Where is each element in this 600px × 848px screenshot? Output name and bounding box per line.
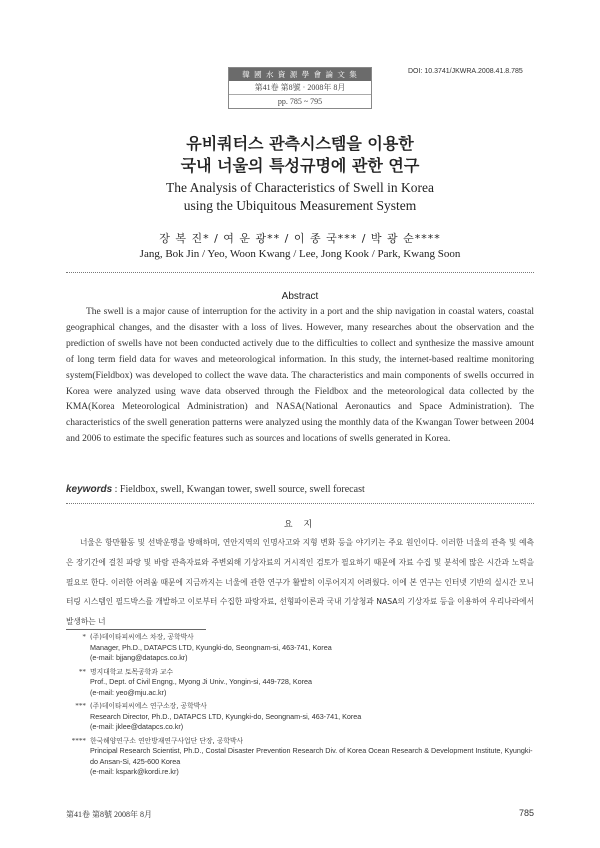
footnote-english: Principal Research Scientist, Ph.D., Costal Disaster Prevention Research Div. of Korea Ocean Research & Development Institute, Kyungki-do Ansan-Si, 425-600 Korea [90, 746, 533, 766]
abstract-heading: Abstract [281, 291, 319, 302]
page-number: 785 [518, 808, 534, 818]
footnote-3 [66, 701, 534, 733]
footnote-english: Research Director, Ph.D., DATAPCS LTD, Kyungki-do, Seongnam-si, 463-741, Korea [90, 711, 362, 721]
footnote-english: Manager, Ph.D., DATAPCS LTD, Kyungki-do, Seongnam-si, 463-741, Korea [90, 642, 332, 652]
footnote-email[interactable]: (e-mail: kspark@kordi.re.kr) [90, 767, 179, 776]
authors-korean: 장 복 진* / 여 운 광** / 이 종 국*** / 박 광 순**** [159, 232, 441, 245]
footnote-email[interactable]: (e-mail: jklee@datapcs.co.kr) [90, 722, 184, 731]
footnote-rule [66, 629, 206, 630]
footnote-4 [66, 736, 534, 778]
footnote-email[interactable]: (e-mail: bjjang@datapcs.co.kr) [90, 653, 188, 662]
footnote-korean: (주)데이타피씨에스 연구소장, 공학박사 [90, 702, 207, 710]
journal-volume-issue: 第41卷 第8號 · 2008年 8月 [229, 81, 371, 95]
footnote-korean: 한국해양연구소 연안방재연구사업단 단장, 공학박사 [90, 736, 244, 745]
footnote-mark: **** [71, 736, 86, 745]
footnote-english: Prof., Dept. of Civil Engng., Myong Ji Univ., Yongin-si, 449-728, Korea [90, 677, 312, 686]
title-english-line-1: The Analysis of Characteristics of Swell in Korea [165, 180, 435, 195]
journal-info-box [228, 67, 372, 109]
title-korean-line-2: 국내 너울의 특성규명에 관한 연구 [180, 156, 420, 175]
footnote-2 [66, 667, 534, 699]
divider-top [66, 272, 534, 273]
doi-link[interactable]: DOI: 10.3741/JKWRA.2008.41.8.785 [408, 68, 523, 75]
footnote-1 [66, 632, 534, 664]
keywords-line [66, 484, 534, 495]
title-english-line-2: using the Ubiquitous Measurement System [183, 198, 417, 213]
footnote-mark: *** [75, 702, 86, 710]
footnote-korean: 명지대학교 토목공학과 교수 [90, 667, 174, 676]
footer-issue: 第41卷 第8號 2008年 8月 [66, 810, 152, 819]
footnote-mark: * [82, 633, 86, 641]
footnote-mark: ** [78, 667, 86, 676]
summary-text: 너울은 항만활동 및 선박운행을 방해하며, 연안지역의 인명사고와 지형 변화 등을 야기키는 주요 원인이다. 이러한 너울의 관측 및 예측은 장기간에 걸친 파랑 및 바람 관측자료와 주변외해 기상자료의 거시적인 검토가 필요하기 때문에 자료 수집 및 분석에 많은 시간과 노력을 필요로 한다. 이러한 어려움 때문에 지금까지는 너울에 관한 연구가 활발히 이루어지지 어려웠다. 이에 본 연구는 인터넷 기반의 실시간 모니터링 시스템인 필드박스를 개발하고 이로부터 수집한 파랑자료, 선형파이론과 국내 기상청과 NASA의 기상자료 등을 이용하여 우리나라에서 발생하는 너 [66, 538, 534, 627]
keywords-text: : Fieldbox, swell, Kwangan tower, swell source, swell forecast [114, 484, 365, 495]
footnotes [66, 632, 534, 781]
footnote-korean: (주)데이타피씨에스 차장, 공학박사 [90, 633, 194, 641]
summary-heading: 요 지 [283, 520, 317, 530]
abstract-text: The swell is a major cause of interruption for the activity in a port and the ship navigation in coastal waters, coastal geographical changes, and the disaster with a loss of lives. However, many researches about the observation and the prediction of swells have not been conducted actively due to the difficulties to collect and synthesize the massive amount of long term field data for waves and meteorological information. In this study, the internet-based realtime monitoring system(Fieldbox) was developed to collect the wave data. The characteristics and main components of swells occurred in Korea were analyzed using wave data observed through the Fieldbox and the meteorological data collected by the KMA(Korea Meteorological Administration) and NASA(National Aeronautics and Space Administration). The characteristics of the swell generation patterns were analyzed using the monthly data of the Kwangan Tower between 2004 and 2006 to estimate the specific features such as sources and locations of swells generated in Korea. [66, 307, 534, 445]
title-korean-line-1: 유비쿼터스 관측시스템을 이용한 [186, 134, 414, 153]
divider-middle [66, 503, 534, 504]
journal-pages: pp. 785 ~ 795 [277, 97, 323, 106]
keywords-label: keywords [66, 484, 113, 495]
authors-english: Jang, Bok Jin / Yeo, Woon Kwang / Lee, Jong Kook / Park, Kwang Soon [139, 248, 461, 260]
journal-name: 韓 國 水 資 源 學 會 論 文 集 [229, 68, 371, 81]
footnote-email[interactable]: (e-mail: yeo@mju.ac.kr) [90, 687, 167, 697]
